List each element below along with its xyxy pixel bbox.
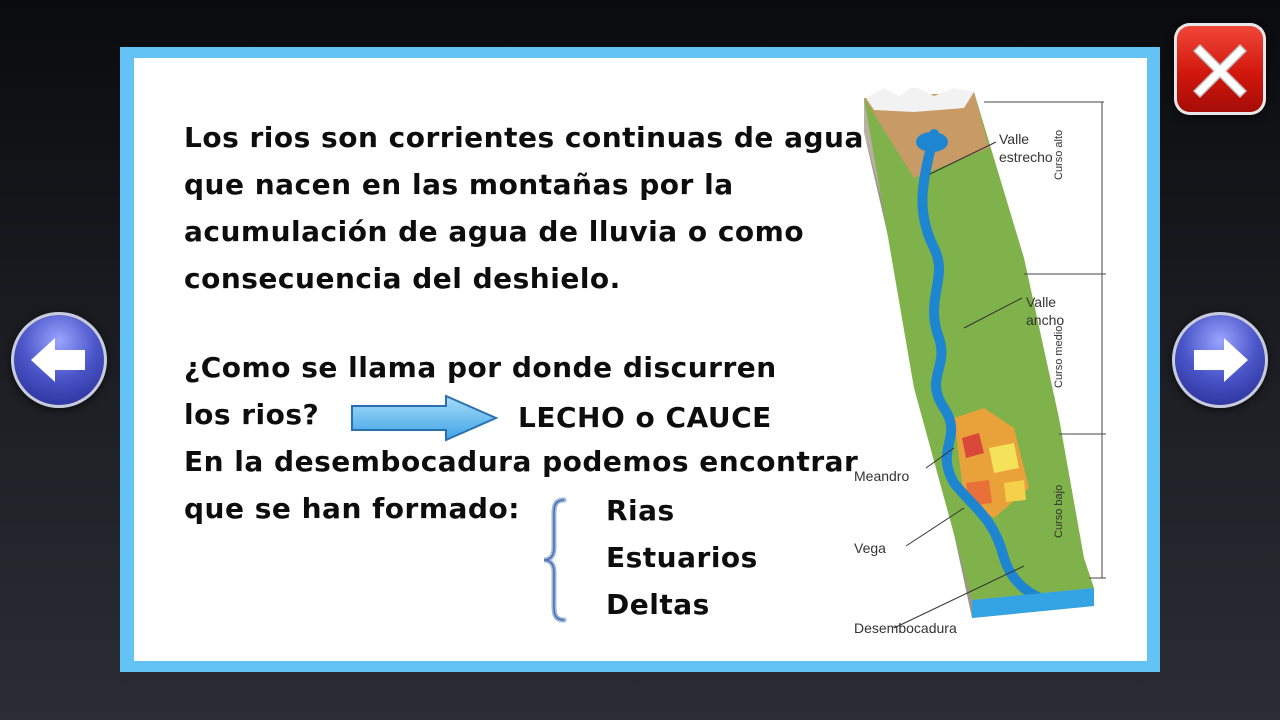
curly-brace-shape [542,496,568,624]
river-illustration [854,88,1124,648]
label-curso-bajo: Curso bajo [1053,484,1065,538]
question-line: los rios? [184,398,320,431]
label-line: Valle [999,131,1030,147]
intro-line: acumulación de agua de lluvia o como [184,215,805,248]
close-icon [1174,23,1266,115]
right-arrow-shape [350,394,500,442]
slide-card [120,47,1160,672]
arrow-right-icon [1172,312,1268,408]
label-line: ancho [1026,312,1065,328]
label-curso-medio: Curso medio [1053,325,1065,388]
list-item: Rias [606,494,675,527]
question-line: ¿Como se llama por donde discurren [184,351,777,384]
label-vega: Vega [854,540,886,556]
question-line: En la desembocadura podemos encontrar [184,445,859,478]
formations-list [606,487,758,628]
arrow-left-icon [11,312,107,408]
river-diagram [854,88,1124,652]
question-line: que se han formado: [184,492,520,525]
label-meandro: Meandro [854,468,910,484]
label-curso-alto: Curso alto [1053,129,1065,180]
intro-line: Los rios son corrientes continuas de agua [184,121,864,154]
label-valle-estrecho [999,130,1053,166]
intro-paragraph [184,114,864,302]
answer-text: LECHO o CAUCE [518,401,772,434]
label-line: Valle [1026,294,1057,310]
close-button[interactable] [1174,23,1266,115]
list-item: Estuarios [606,541,758,574]
list-item: Deltas [606,588,710,621]
label-desembocadura: Desembocadura [854,620,957,636]
intro-line: consecuencia del deshielo. [184,262,621,295]
intro-line: que nacen en las montañas por la [184,168,734,201]
previous-button[interactable] [11,312,107,408]
label-valle-ancho [1026,293,1064,329]
label-line: estrecho [999,149,1053,165]
slide-content [134,58,1147,661]
next-button[interactable] [1172,312,1268,408]
